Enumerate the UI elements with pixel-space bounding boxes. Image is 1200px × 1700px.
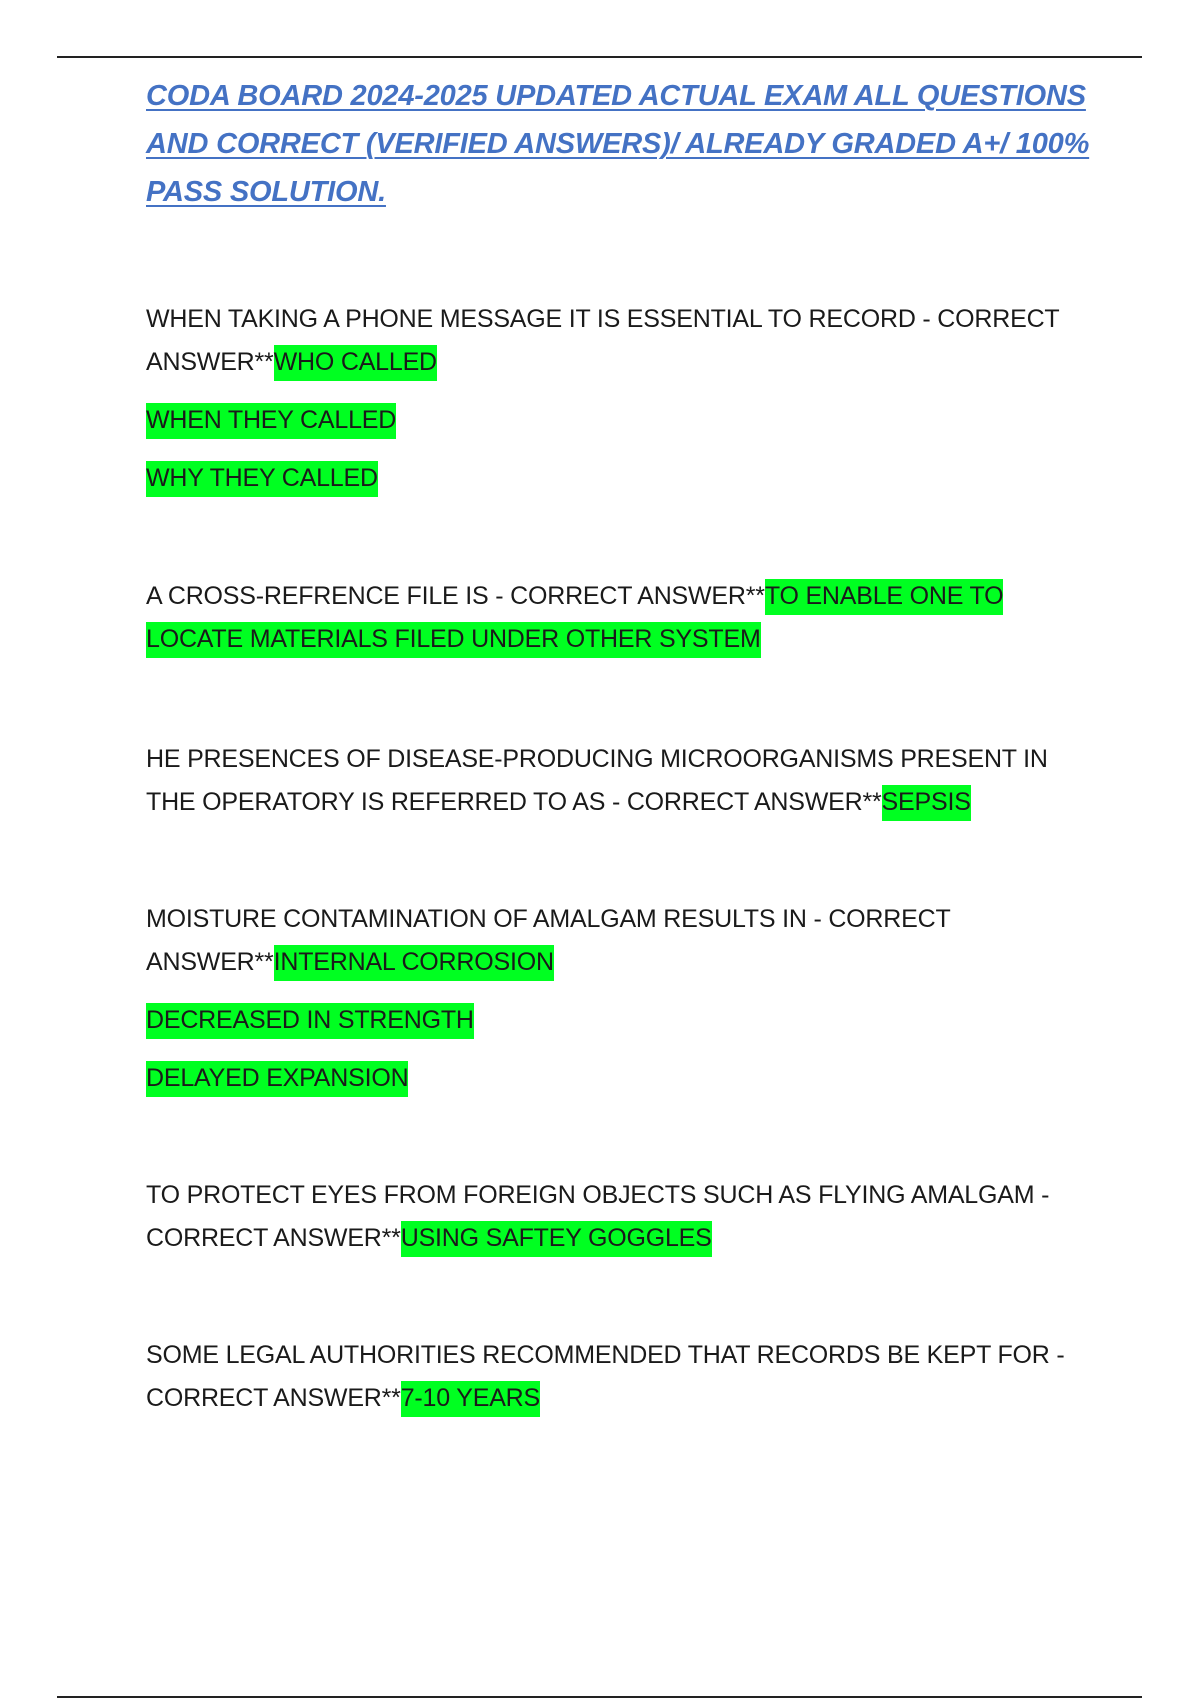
- question-text: WHEN TAKING A PHONE MESSAGE IT IS ESSENTIAL TO RECORD -: [146, 305, 938, 333]
- question-text: HE PRESENCES OF DISEASE-PRODUCING MICROORGANISMS PRESENT IN THE OPERATORY IS REFERRED TO AS -: [146, 745, 1048, 816]
- document-title: CODA BOARD 2024-2025 UPDATED ACTUAL EXAM ALL QUESTIONS AND CORRECT (VERIFIED ANSWERS)/ ALREADY GRADED A+/ 100% PASS SOLUTION.: [146, 80, 1090, 208]
- bottom-rule: [57, 1696, 1142, 1698]
- answer-highlight: INTERNAL CORROSION: [274, 945, 554, 981]
- answer-prefix: CORRECT ANSWER**: [146, 1384, 401, 1412]
- question-text: SOME LEGAL AUTHORITIES RECOMMENDED THAT RECORDS BE KEPT FOR -: [146, 1341, 1065, 1369]
- qa-item: [146, 738, 1096, 824]
- answer-highlight: WHEN THEY CALLED: [146, 403, 396, 439]
- answer-highlight: SEPSIS: [882, 785, 971, 821]
- question-text: TO PROTECT EYES FROM FOREIGN OBJECTS SUCH AS FLYING AMALGAM -: [146, 1181, 1050, 1209]
- question-text: A CROSS-REFRENCE FILE IS -: [146, 582, 511, 610]
- answer-highlight: WHO CALLED: [274, 345, 437, 381]
- qa-item: [146, 575, 1096, 661]
- answer-highlight: WHY THEY CALLED: [146, 461, 378, 497]
- qa-item: [146, 298, 1096, 500]
- answer-highlight: TO ENABLE ONE TO LOCATE MATERIALS FILED UNDER OTHER SYSTEM: [146, 579, 1003, 658]
- answer-prefix: CORRECT ANSWER**: [146, 1224, 401, 1252]
- answer-prefix: CORRECT ANSWER**: [626, 788, 882, 816]
- answer-prefix: CORRECT ANSWER**: [146, 905, 951, 976]
- qa-item: [146, 1334, 1096, 1420]
- answer-highlight: DECREASED IN STRENGTH: [146, 1003, 474, 1039]
- answer-highlight: 7-10 YEARS: [401, 1381, 540, 1417]
- qa-item: [146, 898, 1096, 1100]
- qa-item: [146, 1174, 1096, 1260]
- top-rule: [57, 56, 1142, 58]
- document-body: [146, 72, 1096, 1420]
- answer-prefix: CORRECT ANSWER**: [146, 305, 1060, 376]
- answer-prefix: CORRECT ANSWER**: [510, 582, 765, 610]
- question-text: MOISTURE CONTAMINATION OF AMALGAM RESULTS IN -: [146, 905, 829, 933]
- answer-highlight: DELAYED EXPANSION: [146, 1061, 408, 1097]
- answer-highlight: USING SAFTEY GOGGLES: [401, 1221, 712, 1257]
